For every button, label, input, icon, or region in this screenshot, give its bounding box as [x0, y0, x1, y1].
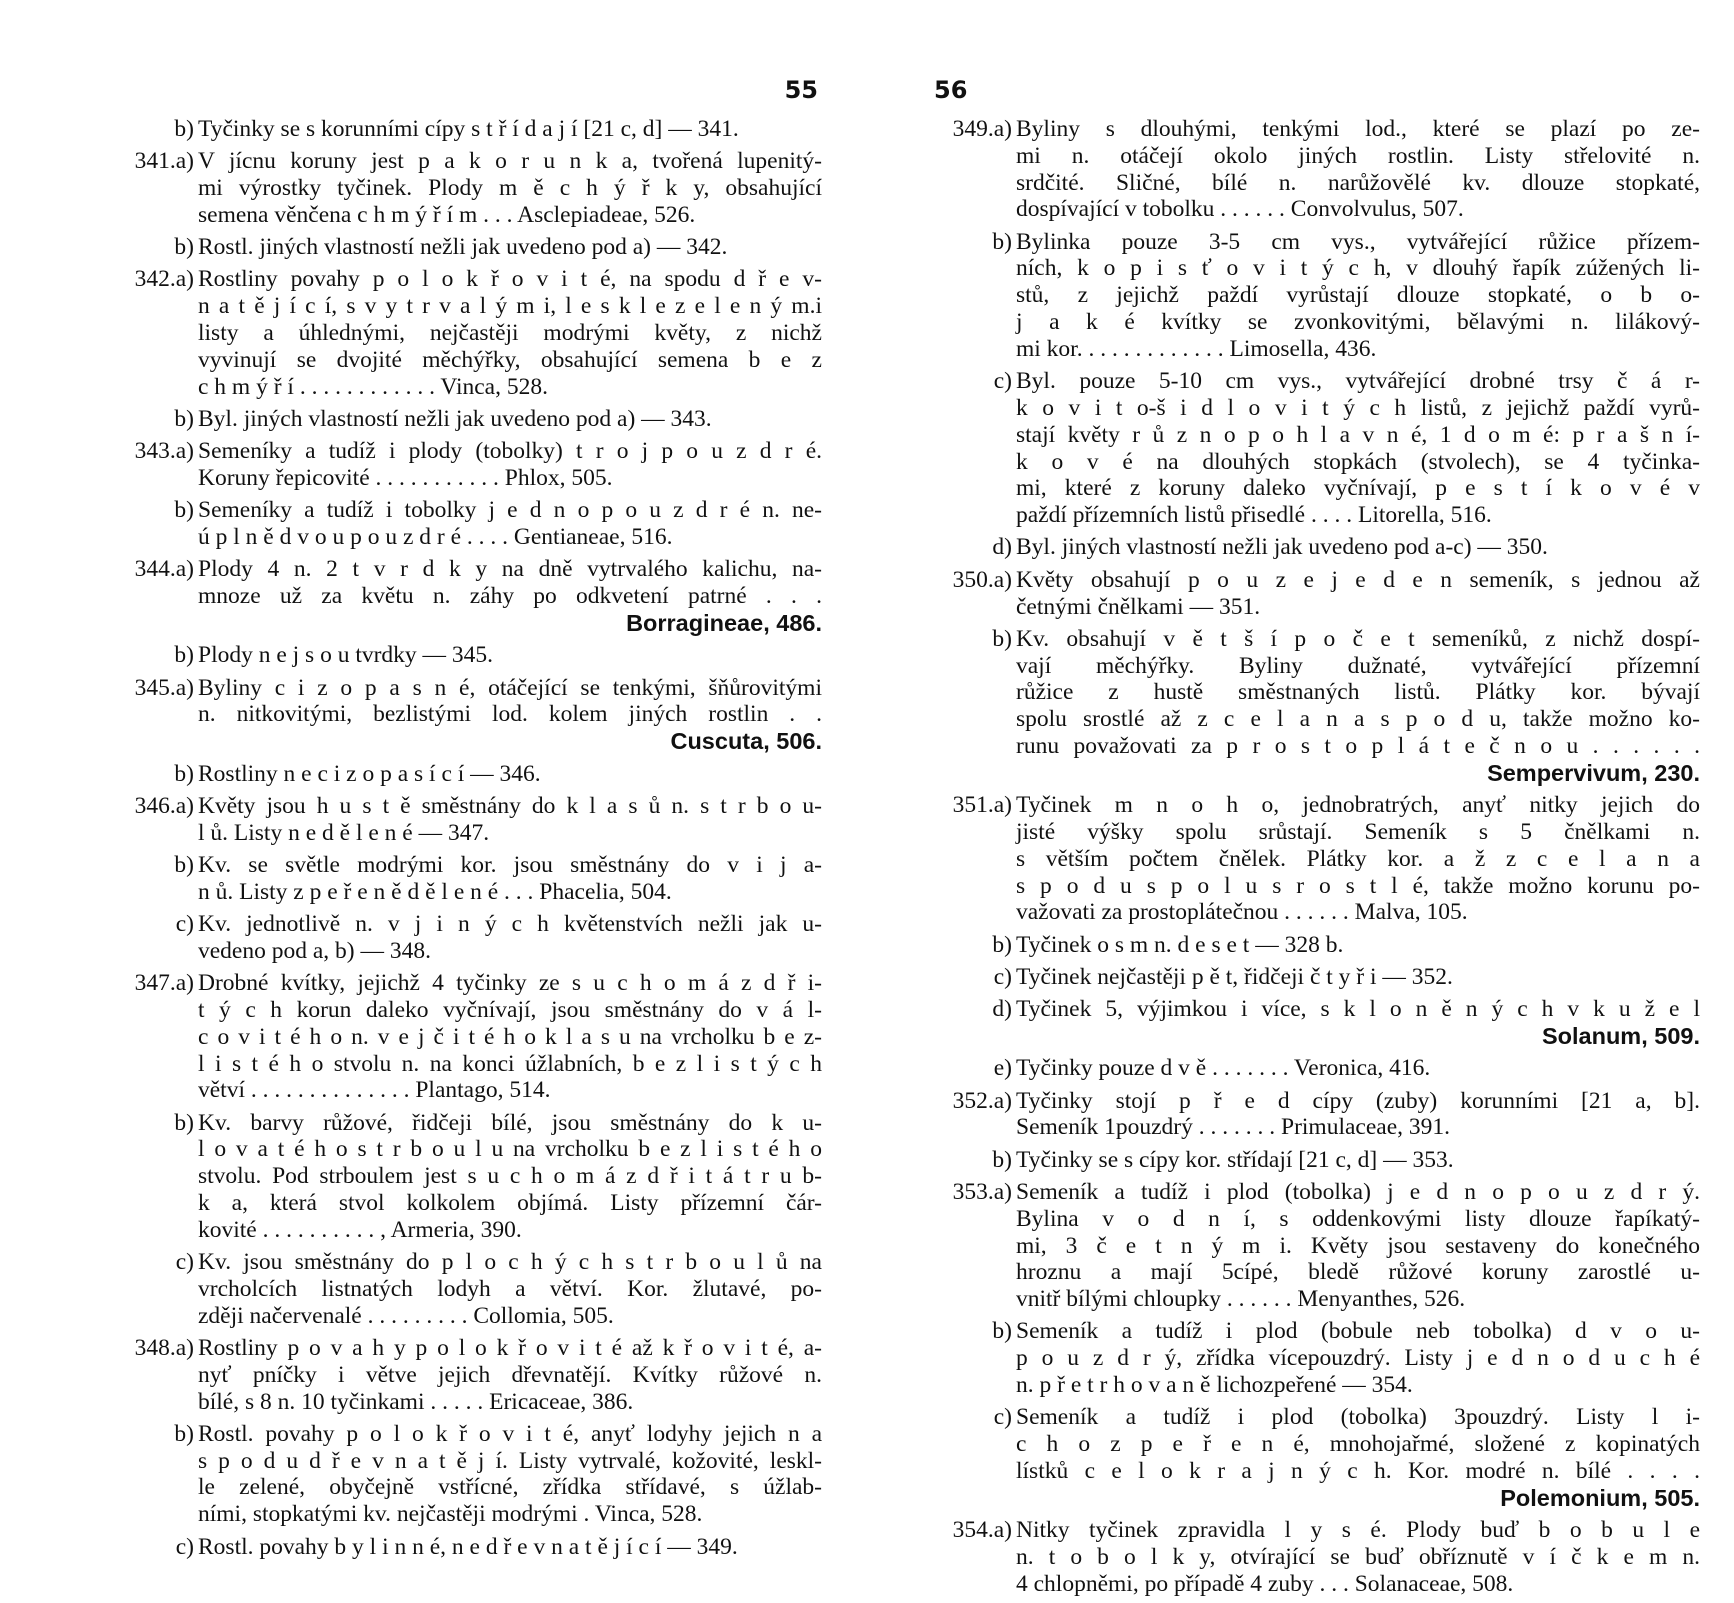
key-entry: [110, 761, 822, 788]
key-entry: [110, 1110, 822, 1244]
entry-text: [1016, 1179, 1700, 1313]
text-line: Tyčinky se s cípy kor. střídají [21 c, d] — 353.: [1016, 1146, 1454, 1173]
text-line: Bylinka pouze 3-5 cm vys., vytvářející růžice přízem-: [1016, 228, 1700, 255]
text-line: vyvinují se dvojité měchýřky, obsahující semena b e z: [198, 346, 822, 373]
text-line: V jícnu koruny jest p a k o r u n k a, tvořená lupenitý-: [198, 148, 822, 175]
entry-text: [198, 406, 822, 433]
text-line: Semeníky a tudíž i tobolky j e d n o p o u z d r é n. ne-: [198, 497, 822, 524]
key-entry: [930, 792, 1700, 926]
entry-text: [198, 793, 822, 847]
entry-text: [198, 761, 822, 788]
text-line: Solanum, 509.: [1541, 1023, 1700, 1049]
text-line: Květy obsahují p o u z e j e d e n semeník, s jednou až: [1016, 566, 1700, 593]
entry-label: 349.a): [952, 116, 1012, 142]
entry-label: 347.a): [134, 970, 194, 997]
text-line: spolu srostlé až z c e l a n a s p o d u, takže možno ko-: [1016, 706, 1700, 733]
text-line: hroznu a mají 5cípé, bledě růžové koruny zarostlé u-: [1016, 1259, 1700, 1286]
text-line: Drobné kvítky, jejichž 4 tyčinky ze s u c h o m á z d ř i-: [198, 970, 822, 997]
text-line: Kv. barvy růžové, řidčeji bílé, jsou směstnány do k u-: [198, 1109, 822, 1136]
text-line: mi kor. . . . . . . . . . . . . Limosella, 436.: [1016, 335, 1377, 362]
entry-label: c): [175, 1249, 194, 1276]
text-line: srdčité. Sličné, bílé n. narůžovělé kv. dlouze stopkaté,: [1016, 169, 1700, 196]
key-entries: [110, 116, 822, 1566]
entry-label: b): [174, 851, 194, 878]
text-line: le zelené, obyčejně vstřícné, zřídka střídavé, s úžlab-: [198, 1474, 822, 1501]
text-line: c h o z p e ř e n é, mnohojařmé, složené z kopinatých: [1016, 1431, 1700, 1458]
entry-text: [198, 148, 822, 228]
text-line: vají měchýřky. Byliny dužnaté, vytvářející přízemní: [1016, 652, 1700, 679]
entry-label: 354.a): [952, 1517, 1012, 1544]
text-line: nyť pníčky i větve jejich dřevnatějí. Kvítky růžové n.: [198, 1361, 822, 1388]
entry-label: 343.a): [134, 438, 194, 465]
entry-text: [1016, 229, 1700, 363]
text-line: Plody 4 n. 2 t v r d k y na dně vytrvalého kalichu, na-: [198, 556, 822, 583]
key-entry: [930, 1147, 1700, 1174]
text-line: stvolu. Pod strboulem jest s u c h o m á z d ř i t á t r u b-: [198, 1163, 822, 1190]
text-line: s p o d u s p o l u s r o s t l é, takže možno korunu po-: [1016, 872, 1700, 899]
entry-label: 348.a): [134, 1334, 194, 1361]
entry-text: [198, 1249, 822, 1329]
text-line: l o v a t é h o s t r b o u l u na vrcholku b e z l i s t é h o: [198, 1136, 822, 1163]
entry-label: b): [174, 234, 194, 261]
entry-label: b): [174, 1420, 194, 1447]
entry-text: [198, 1534, 822, 1561]
text-line: Cuscuta, 506.: [670, 728, 822, 755]
text-line: s p o d u d ř e v n a t ě j í. Listy vytrvalé, kožovité, leskl-: [198, 1447, 822, 1474]
text-line: n a t ě j í c í, s v y t r v a l ý m i, l e s k l e z e l e n ý m.i: [198, 293, 822, 320]
text-line: Květy jsou h u s t ě směstnány do k l a s ů n. s t r b o u-: [198, 792, 822, 819]
key-entry: [930, 1318, 1700, 1398]
text-line: jisté výšky spolu srůstají. Semeník s 5 čnělkami n.: [1016, 818, 1700, 845]
key-entry: [110, 148, 822, 228]
text-line: Polemonium, 505.: [1500, 1484, 1700, 1511]
key-entry: [930, 534, 1700, 561]
text-line: Rostliny povahy p o l o k ř o v i t é, na spodu d ř e v-: [198, 266, 822, 293]
text-line: listy a úhlednými, nejčastěji modrými květy, z nichž: [198, 320, 822, 347]
text-line: runu považovati za p r o s t o p l á t e č n o u . . . . . .: [1016, 733, 1700, 760]
text-line: Kv. jsou směstnány do p l o c h ý c h s t r b o u l ů na: [198, 1249, 822, 1276]
text-line: Byl. pouze 5-10 cm vys., vytvářející drobné trsy č á r-: [1016, 368, 1700, 395]
entry-label: d): [992, 996, 1012, 1023]
text-line: važovati za prostoplátečnou . . . . . . Malva, 105.: [1016, 899, 1468, 926]
text-line: ú p l n ě d v o u p o u z d r é . . . . Gentianeae, 516.: [198, 524, 673, 551]
text-line: Tyčinky se s korunními cípy s t ř í d a j í [21 c, d] — 341.: [198, 116, 739, 142]
key-entry: [930, 229, 1700, 363]
text-line: l i s t é h o stvolu n. na konci úžlabních, b e z l i s t ý c h: [198, 1050, 822, 1077]
text-line: Byliny c i z o p a s n é, otáčející se tenkými, šňůrovitými: [198, 674, 822, 701]
entry-text: [1016, 1404, 1700, 1511]
text-line: 4 chlopněmi, po případě 4 zuby . . . Solanaceae, 508.: [1016, 1570, 1514, 1597]
text-line: Rostl. povahy p o l o k ř o v i t é, anyť lodyhy jejich n a: [198, 1420, 822, 1447]
key-entry: [110, 911, 822, 965]
text-line: c o v i t é h o n. v e j č i t é h o k l a s u na vrcholku b e z-: [198, 1023, 822, 1050]
entry-text: [198, 675, 822, 755]
entry-label: d): [992, 534, 1012, 561]
key-entry: [930, 996, 1700, 1050]
entry-label: b): [174, 1109, 194, 1136]
key-entry: [930, 1088, 1700, 1142]
key-entry: [110, 1335, 822, 1415]
entry-label: 350.a): [952, 566, 1012, 593]
text-line: Semeníky a tudíž i plody (tobolky) t r o j p o u z d r é.: [198, 438, 822, 465]
text-line: Byl. jiných vlastností nežli jak uvedeno pod a-c) — 350.: [1016, 534, 1548, 561]
text-line: Semeník a tudíž i plod (bobule neb tobolka) d v o u-: [1016, 1318, 1700, 1345]
entry-text: [198, 852, 822, 906]
entry-label: c): [993, 1404, 1012, 1431]
text-line: Semeník a tudíž i plod (tobolka) j e d n o p o u z d r ý.: [1016, 1178, 1700, 1205]
text-line: k a, která stvol kolkolem objímá. Listy přízemní čár-: [198, 1189, 822, 1216]
entry-text: [1016, 626, 1700, 787]
entry-text: [198, 266, 822, 400]
entry-label: b): [992, 1146, 1012, 1173]
text-line: mi n. otáčejí okolo jiných rostlin. Listy střelovité n.: [1016, 142, 1700, 169]
entry-label: b): [992, 228, 1012, 255]
text-line: lístků c e l o k r a j n ý c h. Kor. modré n. bílé . . . .: [1016, 1457, 1700, 1484]
text-line: vrcholcích listnatých lodyh a větví. Kor. žlutavé, po-: [198, 1275, 822, 1302]
text-line: mi výrostky tyčinek. Plody m ě c h ý ř k y, obsahující: [198, 175, 822, 202]
entry-text: [1016, 534, 1700, 561]
key-entry: [930, 932, 1700, 959]
text-line: semena věnčena c h m ý ř í m . . . Asclepiadeae, 526.: [198, 201, 696, 228]
key-entry: [110, 642, 822, 669]
text-line: vedeno pod a, b) — 348.: [198, 937, 431, 964]
text-line: ními, stopkatými kv. nejčastěji modrými . Vinca, 528.: [198, 1501, 703, 1528]
key-entry: [930, 368, 1700, 529]
key-entry: [110, 793, 822, 847]
text-line: Semeník a tudíž i plod (tobolka) 3pouzdrý. Listy l i-: [1016, 1404, 1700, 1431]
entry-label: e): [993, 1055, 1012, 1082]
entry-text: [1016, 567, 1700, 621]
entry-text: [1016, 116, 1700, 223]
text-line: Tyčinek 5, výjimkou i více, s k l o n ě n ý c h v k u ž e l: [1016, 996, 1700, 1023]
entry-text: [1016, 1055, 1700, 1082]
entry-text: [198, 497, 822, 551]
entry-text: [1016, 932, 1700, 959]
text-line: l ů. Listy n e d ě l e n é — 347.: [198, 819, 490, 846]
text-line: Koruny řepicovité . . . . . . . . . . . Phlox, 505.: [198, 465, 613, 492]
entry-text: [1016, 1147, 1700, 1174]
entry-text: [1016, 996, 1700, 1050]
text-line: ních, k o p i s ť o v i t ý c h, v dlouhý řapík zúžených li-: [1016, 255, 1700, 282]
key-entries: [930, 116, 1700, 1603]
entry-text: [1016, 792, 1700, 926]
text-line: četnými čnělkami — 351.: [1016, 593, 1261, 620]
text-line: Tyčinky stojí p ř e d cípy (zuby) korunními [21 a, b].: [1016, 1087, 1700, 1114]
text-line: Rostl. jiných vlastností nežli jak uvedeno pod a) — 342.: [198, 234, 728, 261]
text-line: Plody n e j s o u tvrdky — 345.: [198, 642, 494, 669]
text-line: Tyčinek m n o h o, jednobratrých, anyť nitky jejich do: [1016, 792, 1700, 819]
text-line: stají květy r ů z n o p o h l a v n é, 1 d o m é: p r a š n í-: [1016, 421, 1700, 448]
entry-label: b): [992, 625, 1012, 652]
key-entry: [110, 970, 822, 1104]
key-entry: [110, 1534, 822, 1561]
entry-label: c): [993, 963, 1012, 990]
entry-label: 353.a): [952, 1178, 1012, 1205]
text-line: n. t o b o l k y, otvírající se buď obříznutě v í č k e m n.: [1016, 1543, 1700, 1570]
text-line: Nitky tyčinek zpravidla l y s é. Plody buď b o b u l e: [1016, 1517, 1700, 1544]
key-entry: [930, 116, 1700, 223]
entry-label: 342.a): [134, 266, 194, 293]
text-line: větví . . . . . . . . . . . . . . Plantago, 514.: [198, 1077, 551, 1104]
entry-text: [198, 911, 822, 965]
entry-text: [1016, 1318, 1700, 1398]
page-number: 55: [784, 76, 818, 104]
entry-text: [1016, 1088, 1700, 1142]
text-line: Kv. se světle modrými kor. jsou směstnány do v i j a-: [198, 851, 822, 878]
entry-label: b): [174, 642, 194, 669]
text-line: Rostliny p o v a h y p o l o k ř o v i t é až k ř o v i t é, a-: [198, 1334, 822, 1361]
text-line: vnitř bílými chloupky . . . . . . Menyanthes, 526.: [1016, 1286, 1466, 1313]
entry-label: c): [993, 368, 1012, 395]
text-line: Tyčinek o s m n. d e s e t — 328 b.: [1016, 931, 1344, 958]
text-line: c h m ý ř í . . . . . . . . . . . . Vinca, 528.: [198, 373, 548, 400]
text-line: bílé, s 8 n. 10 tyčinkami . . . . . Ericaceae, 386.: [198, 1388, 634, 1415]
text-line: paždí přízemních listů přisedlé . . . . Litorella, 516.: [1016, 502, 1492, 529]
entry-label: 352.a): [952, 1087, 1012, 1114]
text-line: mnoze už za květu n. záhy po odkvetení patrné . . .: [198, 583, 822, 610]
key-entry: [110, 852, 822, 906]
text-line: Byl. jiných vlastností nežli jak uvedeno pod a) — 343.: [198, 405, 712, 432]
text-line: p o u z d r ý, zřídka vícepouzdrý. Listy j e d n o d u c h é: [1016, 1345, 1700, 1372]
key-entry: [930, 1404, 1700, 1511]
text-line: j a k é kvítky se zvonkovitými, bělavými n. lilákový-: [1016, 309, 1700, 336]
key-entry: [110, 266, 822, 400]
key-entry: [110, 234, 822, 261]
entry-label: b): [174, 405, 194, 432]
entry-text: [198, 1335, 822, 1415]
text-line: dospívající v tobolku . . . . . . Convolvulus, 507.: [1016, 196, 1464, 223]
entry-label: 351.a): [952, 792, 1012, 819]
entry-text: [1016, 368, 1700, 529]
text-line: mi, které z koruny daleko vyčnívají, p e s t í k o v é v: [1016, 475, 1700, 502]
text-line: k o v é na dlouhých stopkách (stvolech), se 4 tyčinka-: [1016, 448, 1700, 475]
entry-text: [198, 1110, 822, 1244]
key-entry: [930, 567, 1700, 621]
entry-text: [198, 556, 822, 636]
text-line: Rostl. povahy b y l i n n é, n e d ř e v n a t ě j í c í — 349.: [198, 1533, 738, 1560]
entry-text: [1016, 1517, 1700, 1597]
text-line: Borragineae, 486.: [626, 610, 822, 637]
text-line: s větším počtem čnělek. Plátky kor. a ž z c e l a n a: [1016, 845, 1700, 872]
entry-label: b): [174, 497, 194, 524]
key-entry: [930, 964, 1700, 991]
entry-label: b): [174, 116, 194, 142]
key-entry: [930, 1179, 1700, 1313]
key-entry: [110, 497, 822, 551]
key-entry: [110, 1249, 822, 1329]
entry-text: [198, 438, 822, 492]
entry-text: [1016, 964, 1700, 991]
entry-label: b): [174, 760, 194, 787]
entry-label: b): [992, 1318, 1012, 1345]
entry-label: 345.a): [134, 674, 194, 701]
text-line: k o v i t o-š i d l o v i t ý c h listů, z jejichž paždí vyrů-: [1016, 394, 1700, 421]
entry-label: b): [992, 931, 1012, 958]
key-entry: [110, 438, 822, 492]
text-line: Rostliny n e c i z o p a s í c í — 346.: [198, 760, 541, 787]
text-line: Semeník 1pouzdrý . . . . . . . Primulaceae, 391.: [1016, 1114, 1451, 1141]
text-line: n. nitkovitými, bezlistými lod. kolem jiných rostlin . .: [198, 701, 822, 728]
key-entry: [110, 1421, 822, 1528]
text-line: Byliny s dlouhými, tenkými lod., které se plazí po ze-: [1016, 116, 1700, 142]
text-line: Kv. obsahují v ě t š í p o č e t semeníků, z nichž dospí-: [1016, 625, 1700, 652]
text-line: Sempervivum, 230.: [1487, 759, 1700, 786]
entry-label: 341.a): [134, 148, 194, 175]
text-line: mi, 3 č e t n ý m i. Květy jsou sestaveny do konečného: [1016, 1232, 1700, 1259]
key-entry: [930, 1517, 1700, 1597]
text-line: růžice z hustě směstnaných listů. Plátky kor. bývají: [1016, 679, 1700, 706]
entry-text: [198, 116, 822, 143]
entry-label: c): [175, 911, 194, 938]
key-entry: [110, 116, 822, 143]
text-line: t ý c h korun daleko vyčnívají, jsou směstnány do v á l-: [198, 996, 822, 1023]
entry-label: 346.a): [134, 792, 194, 819]
text-line: Tyčinky pouze d v ě . . . . . . . Veronica, 416.: [1016, 1055, 1431, 1082]
text-line: Tyčinek nejčastěji p ě t, řidčeji č t y ř i — 352.: [1016, 963, 1453, 990]
text-line: kovité . . . . . . . . . . , Armeria, 390.: [198, 1216, 522, 1243]
key-entry: [110, 556, 822, 636]
key-entry: [930, 1055, 1700, 1082]
text-line: zději načervenalé . . . . . . . . . Collomia, 505.: [198, 1302, 614, 1329]
key-entry: [110, 675, 822, 755]
key-entry: [110, 406, 822, 433]
key-entry: [930, 626, 1700, 787]
text-line: n ů. Listy z p e ř e n ě d ě l e n é . . . Phacelia, 504.: [198, 878, 672, 905]
entry-label: 344.a): [134, 556, 194, 583]
text-line: Kv. jednotlivě n. v j i n ý c h květenstvích nežli jak u-: [198, 911, 822, 938]
entry-label: c): [175, 1533, 194, 1560]
entry-text: [198, 1421, 822, 1528]
entry-text: [198, 642, 822, 669]
text-line: Bylina v o d n í, s oddenkovými listy dlouze řapíkatý-: [1016, 1205, 1700, 1232]
entry-text: [198, 234, 822, 261]
entry-text: [198, 970, 822, 1104]
page-number: 56: [934, 76, 968, 104]
text-line: stů, z jejichž paždí vyrůstají dlouze stopkaté, o b o-: [1016, 282, 1700, 309]
text-line: n. p ř e t r h o v a n ě lichozpeřené — 354.: [1016, 1372, 1413, 1399]
